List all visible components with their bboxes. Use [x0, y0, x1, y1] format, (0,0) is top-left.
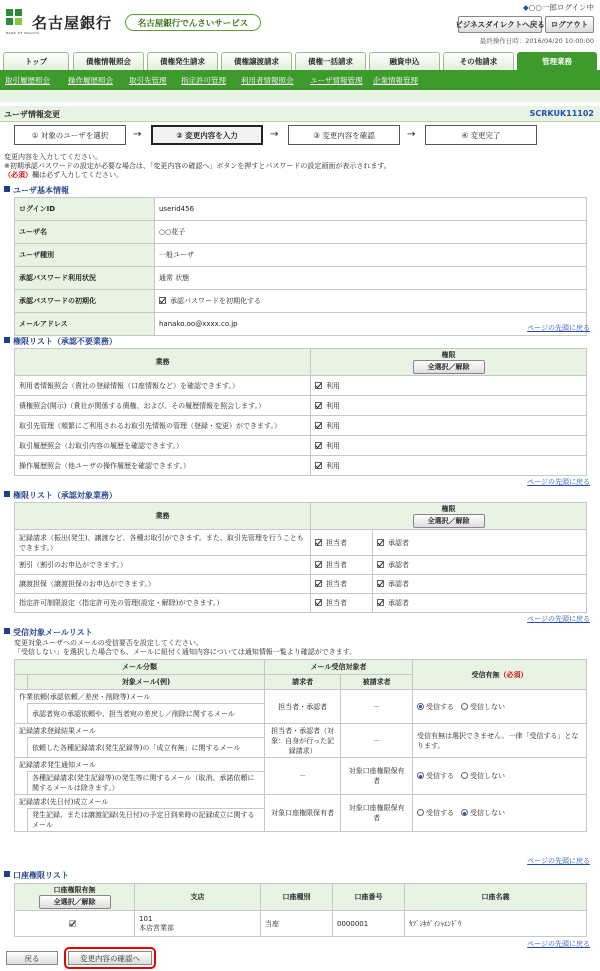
mail-category: 記録請求発生通知メール	[15, 758, 265, 772]
mail-receive-choice: 受信する 受信しない	[412, 795, 586, 832]
shonin-checkbox[interactable]	[377, 580, 384, 587]
receive-radio[interactable]	[417, 809, 424, 816]
select-all-button[interactable]: 全選択／解除	[39, 895, 111, 909]
account-branch: 101 本店営業部	[135, 911, 261, 937]
tab-bond-transfer[interactable]: 債権譲渡請求	[221, 52, 292, 70]
indent-cell	[15, 738, 28, 758]
col-requester: 請求者	[265, 675, 341, 690]
account-permission-cell	[15, 911, 135, 937]
tab-admin[interactable]: 管理業務	[517, 52, 597, 70]
mail-table	[14, 659, 587, 832]
mail-receive-choice: 受信する 受信しない	[412, 690, 586, 724]
step-arrow-icon: →	[133, 129, 142, 140]
col-mail-category: メール分類	[15, 660, 265, 675]
receive-radio[interactable]	[417, 703, 424, 710]
col-permission: 権限 全選択／解除	[311, 503, 587, 530]
instruction-line-2: ※初期承認パスワードの設定が必要な場合は、「変更内容の確認へ」ボタンを押すとパスワードの設定画面が表示されます。	[4, 162, 391, 170]
use-option: 利用	[311, 456, 587, 476]
step-4: ④ 変更完了	[425, 125, 537, 145]
perm-row: 取引先管理（頻繁にご利用されるお取引先情報の管理（登録・変更）ができます。）	[15, 416, 311, 436]
label-password-reset: 承認パスワードの初期化	[15, 290, 155, 313]
user-status-icon: ◆	[523, 3, 529, 12]
mail-receive-note: 受信有無は選択できません。一律「受信する」となります。	[412, 724, 586, 758]
perm-row: 利用者情報照会（貴社の登録情報（口座情報など）を確認できます。）	[15, 376, 311, 396]
use-checkbox[interactable]	[315, 462, 322, 469]
perm-row: 割引（割引のお申込ができます。）	[15, 556, 311, 575]
indent-cell	[15, 704, 28, 724]
perm-row: 取引履歴照会（お取引内容の履歴を確認できます。）	[15, 436, 311, 456]
col-business: 業務	[15, 349, 311, 376]
page-title-bar	[0, 106, 600, 122]
value-email: hanako.oo@xxxx.co.jp	[155, 313, 587, 336]
value-password-status: 通常 状態	[155, 267, 587, 290]
col-account-number: 口座番号	[333, 884, 405, 911]
use-checkbox[interactable]	[315, 442, 322, 449]
shonin-option: 承認者	[373, 594, 587, 613]
bank-logo-icon	[6, 9, 22, 29]
mail-requester: 担当者・承認者	[265, 690, 341, 724]
label-email: メールアドレス	[15, 313, 155, 336]
section-heading-accounts: 口座権限リスト	[4, 870, 69, 881]
perm-row: 譲渡担保（譲渡担保のお申込ができます。）	[15, 575, 311, 594]
step-2-current: ② 変更内容を入力	[151, 125, 263, 145]
mail-example: 発生記録、または譲渡記録(先日付)の予定日到来時の記録成立に関するメール	[28, 809, 265, 832]
accounts-table	[14, 883, 587, 937]
section-marker-icon	[4, 186, 10, 192]
tanto-checkbox[interactable]	[315, 580, 322, 587]
back-to-top-link[interactable]: ページの先頭に戻る	[527, 478, 590, 486]
col-account-type: 口座種別	[261, 884, 333, 911]
tab-bond-issue[interactable]: 債権発生請求	[147, 52, 218, 70]
label-user-name: ユーザ名	[15, 221, 155, 244]
instruction-line-1: 変更内容を入力してください。	[4, 153, 102, 161]
col-mail-target: メール受信対象者	[265, 660, 413, 675]
mail-requester: 対象口座権限保有者	[265, 795, 341, 832]
label-password-status: 承認パスワード利用状況	[15, 267, 155, 290]
tanto-option: 担当者	[311, 530, 373, 556]
last-operation-time: 最終操作日時：2016/04/20 10:00:00	[479, 37, 594, 45]
subnav-divider	[0, 90, 600, 102]
required-tag: （必須）	[499, 670, 528, 679]
mail-recipient: 対象口座権限保有者	[341, 795, 413, 832]
col-permission: 権限 全選択／解除	[311, 349, 587, 376]
subnav-operation-history[interactable]: 操作履歴照会	[68, 76, 113, 85]
section-heading-perm-approve: 権限リスト（承認対象業務）	[4, 490, 117, 501]
mail-category: 作業依頼(承認依頼／差戻・削除等)メール	[15, 690, 265, 704]
label-login-id: ログインID	[15, 198, 155, 221]
tab-bond-bulk[interactable]: 債権一括請求	[295, 52, 366, 70]
back-to-top-link[interactable]: ページの先頭に戻る	[527, 940, 590, 948]
subnav-company-management[interactable]: 企業情報管理	[373, 76, 418, 85]
mail-requester: －	[265, 758, 341, 795]
instruction-line-3: （必須）欄は必ず入力してください。	[4, 171, 123, 179]
col-account-permission: 口座権限有無 全選択／解除	[15, 884, 135, 911]
section-heading-mail: 受信対象メールリスト	[4, 627, 93, 638]
col-receive: 受信有無（必須）	[412, 660, 586, 690]
indent-cell	[15, 772, 28, 795]
value-user-type: 一般ユーザ	[155, 244, 587, 267]
value-user-name: ○○花子	[155, 221, 587, 244]
shonin-checkbox[interactable]	[377, 599, 384, 606]
shonin-option: 承認者	[373, 530, 587, 556]
bank-name: 名古屋銀行	[32, 14, 113, 32]
mail-receive-choice: 受信する 受信しない	[412, 758, 586, 795]
indent-cell	[15, 675, 28, 690]
section-marker-icon	[4, 491, 10, 497]
use-checkbox[interactable]	[315, 402, 322, 409]
shonin-option: 承認者	[373, 556, 587, 575]
use-option: 利用	[311, 436, 587, 456]
account-name: ｶﾌﾞｼｷｶﾞｲｼｬｴﾝﾄﾞｳ	[405, 911, 587, 937]
perm-row: 操作履歴照会（他ユーザの操作履歴を確認できます。）	[15, 456, 311, 476]
section-marker-icon	[4, 337, 10, 343]
account-number: 0000001	[333, 911, 405, 937]
password-reset-checkbox[interactable]	[159, 297, 166, 304]
subnav-permission-management[interactable]: 指定許可管理	[181, 76, 226, 85]
tab-top[interactable]: トップ	[3, 52, 69, 70]
mail-category: 記録請求(先日付)成立メール	[15, 795, 265, 809]
service-name-badge: 名古屋銀行でんさいサービス	[125, 14, 261, 31]
select-all-button[interactable]: 全選択／解除	[413, 360, 485, 374]
subnav-transaction-history[interactable]: 取引履歴照会	[5, 76, 50, 85]
use-option: 利用	[311, 416, 587, 436]
shonin-checkbox[interactable]	[377, 561, 384, 568]
shonin-checkbox[interactable]	[377, 539, 384, 546]
bank-name-roman: BANK OF NAGOYA	[6, 31, 40, 35]
no-receive-radio[interactable]	[461, 703, 468, 710]
tanto-checkbox[interactable]	[315, 561, 322, 568]
value-login-id: userid456	[155, 198, 587, 221]
mail-recipient: －	[341, 724, 413, 758]
col-branch: 支店	[135, 884, 261, 911]
section-heading-basic-info: ユーザ基本情報	[4, 185, 69, 196]
back-to-top-link[interactable]: ページの先頭に戻る	[527, 324, 590, 332]
back-to-top-link[interactable]: ページの先頭に戻る	[527, 615, 590, 623]
perm-row: 指定許可制限設定（指定許可先の管理(設定・解除)ができます。）	[15, 594, 311, 613]
tab-other-requests[interactable]: その他請求	[443, 52, 514, 70]
label-user-type: ユーザ種別	[15, 244, 155, 267]
perm-noapprove-table	[14, 348, 587, 476]
tanto-checkbox[interactable]	[315, 539, 322, 546]
section-marker-icon	[4, 628, 10, 634]
page-title: ユーザ情報変更	[4, 110, 60, 119]
account-type: 当座	[261, 911, 333, 937]
tab-financing[interactable]: 融資申込	[369, 52, 440, 70]
mail-description-1: 変更対象ユーザへのメールの受信要否を設定してください。	[14, 639, 203, 647]
tanto-option: 担当者	[311, 594, 373, 613]
logout-button[interactable]: ログアウト	[545, 16, 594, 33]
back-button[interactable]: 戻る	[6, 951, 58, 965]
screen-code: SCRKUK11102	[529, 109, 594, 118]
basic-info-table	[14, 197, 587, 336]
account-permission-checkbox	[69, 920, 76, 927]
step-arrow-icon: →	[407, 129, 416, 140]
confirm-changes-button[interactable]: 変更内容の確認へ	[68, 951, 152, 965]
use-checkbox[interactable]	[315, 422, 322, 429]
section-heading-perm-noapprove: 権限リスト（承認不要業務）	[4, 336, 117, 347]
select-all-button[interactable]: 全選択／解除	[413, 514, 485, 528]
main-tabs	[3, 52, 597, 70]
login-status: ◆○○一郎ログイン中	[523, 3, 594, 12]
step-3: ③ 変更内容を確認	[288, 125, 400, 145]
sub-navigation	[0, 70, 600, 90]
tanto-checkbox[interactable]	[315, 599, 322, 606]
subnav-user-management[interactable]: ユーザ情報管理	[310, 76, 363, 85]
col-recipient: 被請求者	[341, 675, 413, 690]
mail-recipient: －	[341, 690, 413, 724]
mail-description-2: 「受信しない」を選択した場合でも、メールに紐付く通知内容については通知情報一覧より確認ができます。	[14, 648, 357, 656]
col-account-name: 口座名義	[405, 884, 587, 911]
section-marker-icon	[4, 871, 10, 877]
mail-requester: 担当者・承認者（対象：自身が行った記録請求）	[265, 724, 341, 758]
step-arrow-icon: →	[270, 129, 279, 140]
perm-row: 債権照会(開示)（貴社が関係する債権、および、その履歴情報を照会します。）	[15, 396, 311, 416]
shonin-option: 承認者	[373, 575, 587, 594]
subnav-partner-management[interactable]: 取引先管理	[129, 76, 167, 85]
back-to-top-link[interactable]: ページの先頭に戻る	[527, 857, 590, 865]
use-option: 利用	[311, 376, 587, 396]
col-business: 業務	[15, 503, 311, 530]
no-receive-radio[interactable]	[461, 772, 468, 779]
tab-bond-inquiry[interactable]: 債権情報照会	[73, 52, 144, 70]
no-receive-radio[interactable]	[461, 809, 468, 816]
tanto-option: 担当者	[311, 575, 373, 594]
mail-example: 依頼した各種記録請求(発生記録等)の「成立有無」に関するメール	[28, 738, 265, 758]
use-option: 利用	[311, 396, 587, 416]
password-reset-option: 承認パスワードを初期化する	[155, 290, 587, 313]
subnav-user-info-inquiry[interactable]: 利用者情報照会	[241, 76, 294, 85]
use-checkbox[interactable]	[315, 382, 322, 389]
mail-example: 各種記録請求(発生記録等)の発生等に関するメール（取消、承諾依頼に関するメールは除きます。）	[28, 772, 265, 795]
perm-row: 記録請求（振出(発生)、譲渡など、各種お取引ができます。また、取引先管理を行うことも できます。）	[15, 530, 311, 556]
indent-cell	[15, 809, 28, 832]
mail-example: 承認者宛の承認依頼や、担当者宛の差戻し／削除に関するメール	[28, 704, 265, 724]
mail-recipient: 対象口座権限保有者	[341, 758, 413, 795]
business-direct-button[interactable]: ビジネスダイレクトへ戻る	[458, 16, 542, 33]
required-tag: （必須）	[4, 171, 32, 179]
tanto-option: 担当者	[311, 556, 373, 575]
col-mail-example: 対象メール(例)	[28, 675, 265, 690]
receive-radio[interactable]	[417, 772, 424, 779]
step-1: ① 対象のユーザを選択	[14, 125, 126, 145]
perm-approve-table	[14, 502, 587, 613]
mail-category: 記録請求登録結果メール	[15, 724, 265, 738]
